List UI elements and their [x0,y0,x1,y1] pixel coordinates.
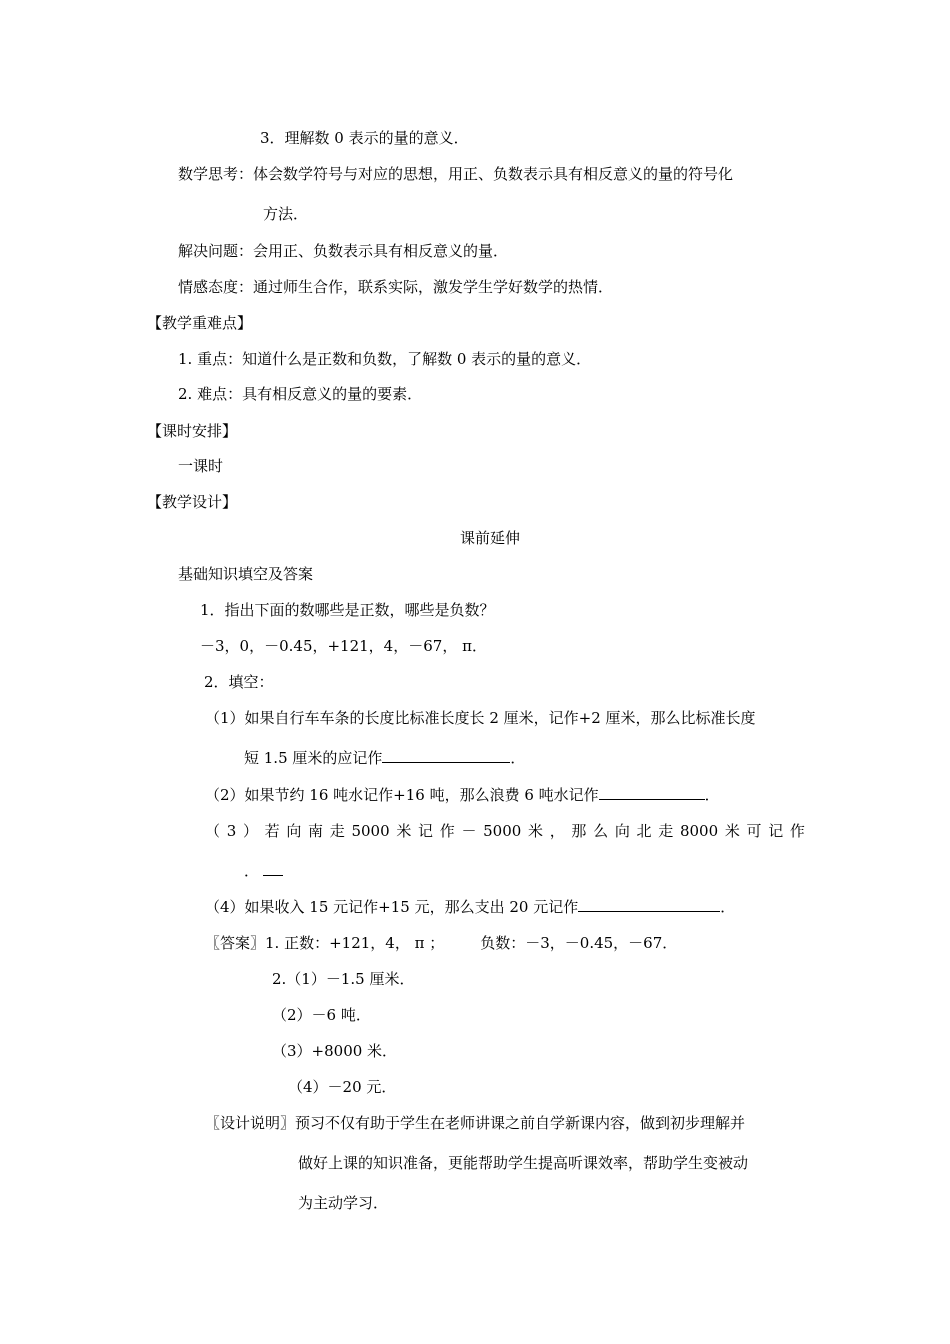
question-2-3-line1 [205,821,805,841]
explanation-line2: 做好上课的知识准备，更能帮助学生提高听课效率，帮助学生变被动 [298,1154,749,1172]
explanation-text-1: 预习不仅有助于学生在老师讲课之前自学新课内容，做到初步理解并 [295,1114,746,1132]
question-2-3-token: 米 [528,822,544,840]
section-subtitle: 基础知识填空及答案 [178,565,314,583]
answer-blank-2-2[interactable] [599,785,705,800]
math-thinking-line2: 方法． [263,205,309,223]
period: ． [244,862,260,880]
question-2-3-token: 可 [746,822,762,840]
emotional-attitude: 情感态度：通过师生合作，联系实际，激发学生学好数学的热情． [178,278,614,296]
question-2-3-token: 走 [329,822,345,840]
question-2-3-token: 作 [789,822,805,840]
question-2-3-token: ， [549,822,565,840]
question-2: 2．填空： [204,673,274,691]
question-2-3-token: 南 [308,822,324,840]
question-1-numbers: －3，0，－0.45，+121，4，－67， π． [200,637,487,655]
answer-1-positive: 1. 正数：+121，4， π ； [265,934,445,952]
question-2-3-line2 [244,861,283,881]
explanation-line3: 为主动学习． [298,1194,389,1212]
question-2-1-line2 [244,748,525,768]
answer-blank-2-1[interactable] [382,748,510,763]
question-2-3-token: 作 [439,822,455,840]
question-2-3-token: 向 [614,822,630,840]
question-2-2-text: （2）如果节约 16 吨水记作+16 吨，那么浪费 6 吨水记作 [205,786,599,804]
answer-1 [205,933,677,953]
question-2-3-token: 那 [571,822,587,840]
question-2-4 [205,897,735,917]
question-2-3-token: 么 [593,822,609,840]
key-points-heading: 【教学重难点】 [147,314,253,332]
question-2-3-token: 8000 [679,822,719,840]
answer-label: 〖答案〗 [205,934,266,952]
question-2-3-token: 若 [264,822,280,840]
explanation-label: 〖设计说明〗 [205,1114,296,1132]
design-heading: 【教学设计】 [147,493,238,511]
question-2-3-token: － [461,822,477,840]
answer-blank-2-4[interactable] [578,897,720,912]
objective-item-3: 3．理解数 0 表示的量的意义． [260,129,469,147]
key-point-item-1: 1. 重点：知道什么是正数和负数，了解数 0 表示的量的意义． [178,350,592,368]
explanation-line1 [205,1113,745,1133]
question-2-3-token: 5000 [351,822,390,840]
question-2-3-token: ） [242,822,258,840]
question-2-3-token: 米 [396,822,412,840]
question-2-3-token: 北 [636,822,652,840]
answer-2-4: （4）－20 元． [288,1078,397,1096]
key-point-item-2: 2. 难点：具有相反意义的量的要素． [178,385,423,403]
question-2-3-token: 米 [724,822,740,840]
question-2-3-token: 记 [768,822,784,840]
question-2-3-token: 向 [286,822,302,840]
question-2-2 [205,785,720,805]
answer-1-negative: 负数：－3，－0.45，－67． [480,934,678,952]
answer-2-1: 2.（1）－1.5 厘米． [272,970,415,988]
answer-2-3: （3）+8000 米． [272,1042,398,1060]
problem-solving: 解决问题：会用正、负数表示具有相反意义的量． [178,242,509,260]
schedule-heading: 【课时安排】 [147,422,238,440]
question-2-4-text: （4）如果收入 15 元记作+15 元，那么支出 20 元记作 [205,898,579,916]
question-2-3-token: （ [205,822,221,840]
section-title: 课前延伸 [460,529,521,547]
question-2-3-token: 走 [658,822,674,840]
answer-2-2: （2）－6 吨． [272,1006,371,1024]
question-2-1-text: 短 1.5 厘米的应记作 [244,749,383,767]
answer-blank-2-3[interactable] [263,861,283,876]
math-thinking-label: 数学思考： [178,165,254,183]
math-thinking-text: 体会数学符号与对应的思想，用正、负数表示具有相反意义的量的符号化 [253,165,734,183]
question-2-1-line1: （1）如果自行车车条的长度比标准长度长 2 厘米，记作+2 厘米，那么比标准长度 [205,709,756,727]
question-2-3-token: 记 [418,822,434,840]
period: ． [510,749,526,767]
period: ． [720,898,736,916]
math-thinking-line1 [178,164,733,184]
question-2-3-token: 5000 [483,822,522,840]
question-2-3-token: 3 [226,822,237,840]
question-1: 1．指出下面的数哪些是正数，哪些是负数？ [200,601,495,619]
schedule-text: 一课时 [178,457,224,475]
period: ． [704,786,720,804]
